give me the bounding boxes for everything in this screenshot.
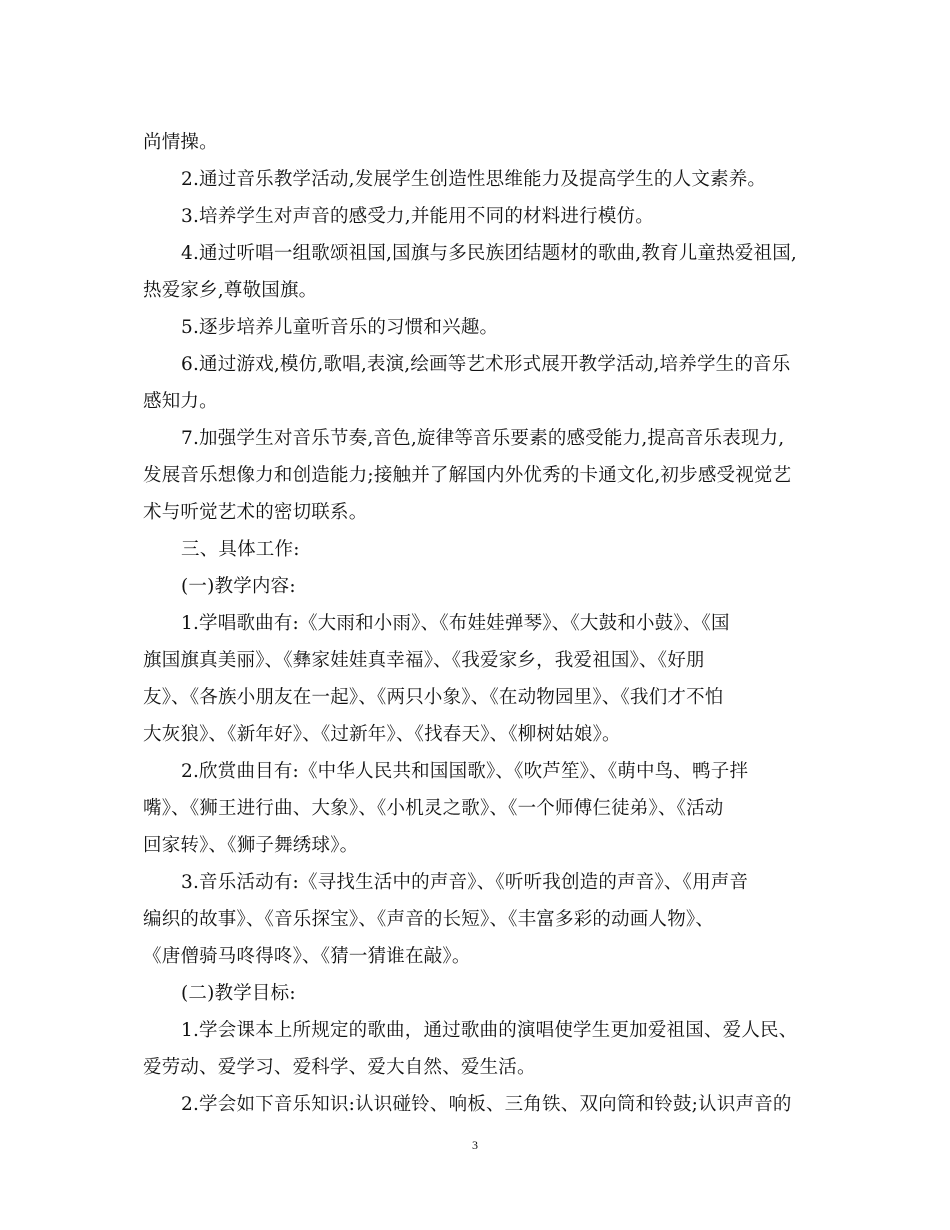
text-line: 回家转》、《狮子舞绣球》。 (143, 835, 359, 856)
text-line: 3.培养学生对声音的感受力,并能用不同的材料进行模仿。 (181, 206, 654, 227)
text-line: 6.通过游戏,模仿,歌唱,表演,绘画等艺术形式展开教学活动,培养学生的音乐 (181, 354, 791, 375)
text-line: 尚情操。 (143, 132, 218, 153)
text-line: 1.学唱歌曲有:《大雨和小雨》、《布娃娃弹琴》、《大鼓和小鼓》、《国 (181, 613, 730, 634)
section-heading: 三、具体工作: (181, 539, 300, 560)
text-line: 2.通过音乐教学活动,发展学生创造性思维能力及提高学生的人文素养。 (181, 169, 767, 190)
text-line: 5.逐步培养儿童听音乐的习惯和兴趣。 (181, 317, 499, 338)
text-line: 3.音乐活动有:《寻找生活中的声音》、《听听我创造的声音》、《用声音 (181, 872, 749, 893)
page-number: 3 (472, 1138, 478, 1152)
text-line: 感知力。 (143, 391, 218, 412)
subsection-heading: (一)教学内容: (181, 576, 296, 597)
text-line: 友》、《各族小朋友在一起》、《两只小象》、《在动物园里》、《我们才不怕 (143, 687, 724, 708)
text-line: 爱劳动、爱学习、爱科学、爱大自然、爱生活。 (143, 1057, 536, 1078)
text-line: 4.通过听唱一组歌颂祖国,国旗与多民族团结题材的歌曲,教育儿童热爱祖国, (181, 243, 797, 264)
text-line: 2.学会如下音乐知识:认识碰铃、响板、三角铁、双向筒和铃鼓;认识声音的 (181, 1094, 792, 1115)
body-text (143, 124, 803, 1123)
text-line: 1.学会课本上所规定的歌曲，通过歌曲的演唱使学生更加爱祖国、爱人民、 (181, 1020, 798, 1041)
subsection-heading: (二)教学目标: (181, 983, 296, 1004)
text-line: 编织的故事》、《音乐探宝》、《声音的长短》、《丰富多彩的动画人物》、 (143, 909, 715, 930)
text-line: 热爱家乡,尊敬国旗。 (143, 280, 318, 301)
text-line: 术与听觉艺术的密切联系。 (143, 502, 368, 523)
text-line: 《唐僧骑马咚得咚》、《猜一猜谁在敲》。 (143, 946, 471, 967)
text-line: 嘴》、《狮王进行曲、大象》、《小机灵之歌》、《一个师傅仨徒弟》、《活动 (143, 798, 724, 819)
text-line: 7.加强学生对音乐节奏,音色,旋律等音乐要素的感受能力,提高音乐表现力, (181, 428, 785, 449)
text-line: 大灰狼》、《新年好》、《过新年》、《找春天》、《柳树姑娘》。 (143, 724, 621, 745)
text-line: 发展音乐想像力和创造能力;接触并了解国内外优秀的卡通文化,初步感受视觉艺 (143, 465, 792, 486)
text-line: 2.欣赏曲目有:《中华人民共和国国歌》、《吹芦笙》、《萌中鸟、鸭子拌 (181, 761, 749, 782)
text-line: 旗国旗真美丽》、《彝家娃娃真幸福》、《我爱家乡，我爱祖国》、《好朋 (143, 650, 705, 671)
